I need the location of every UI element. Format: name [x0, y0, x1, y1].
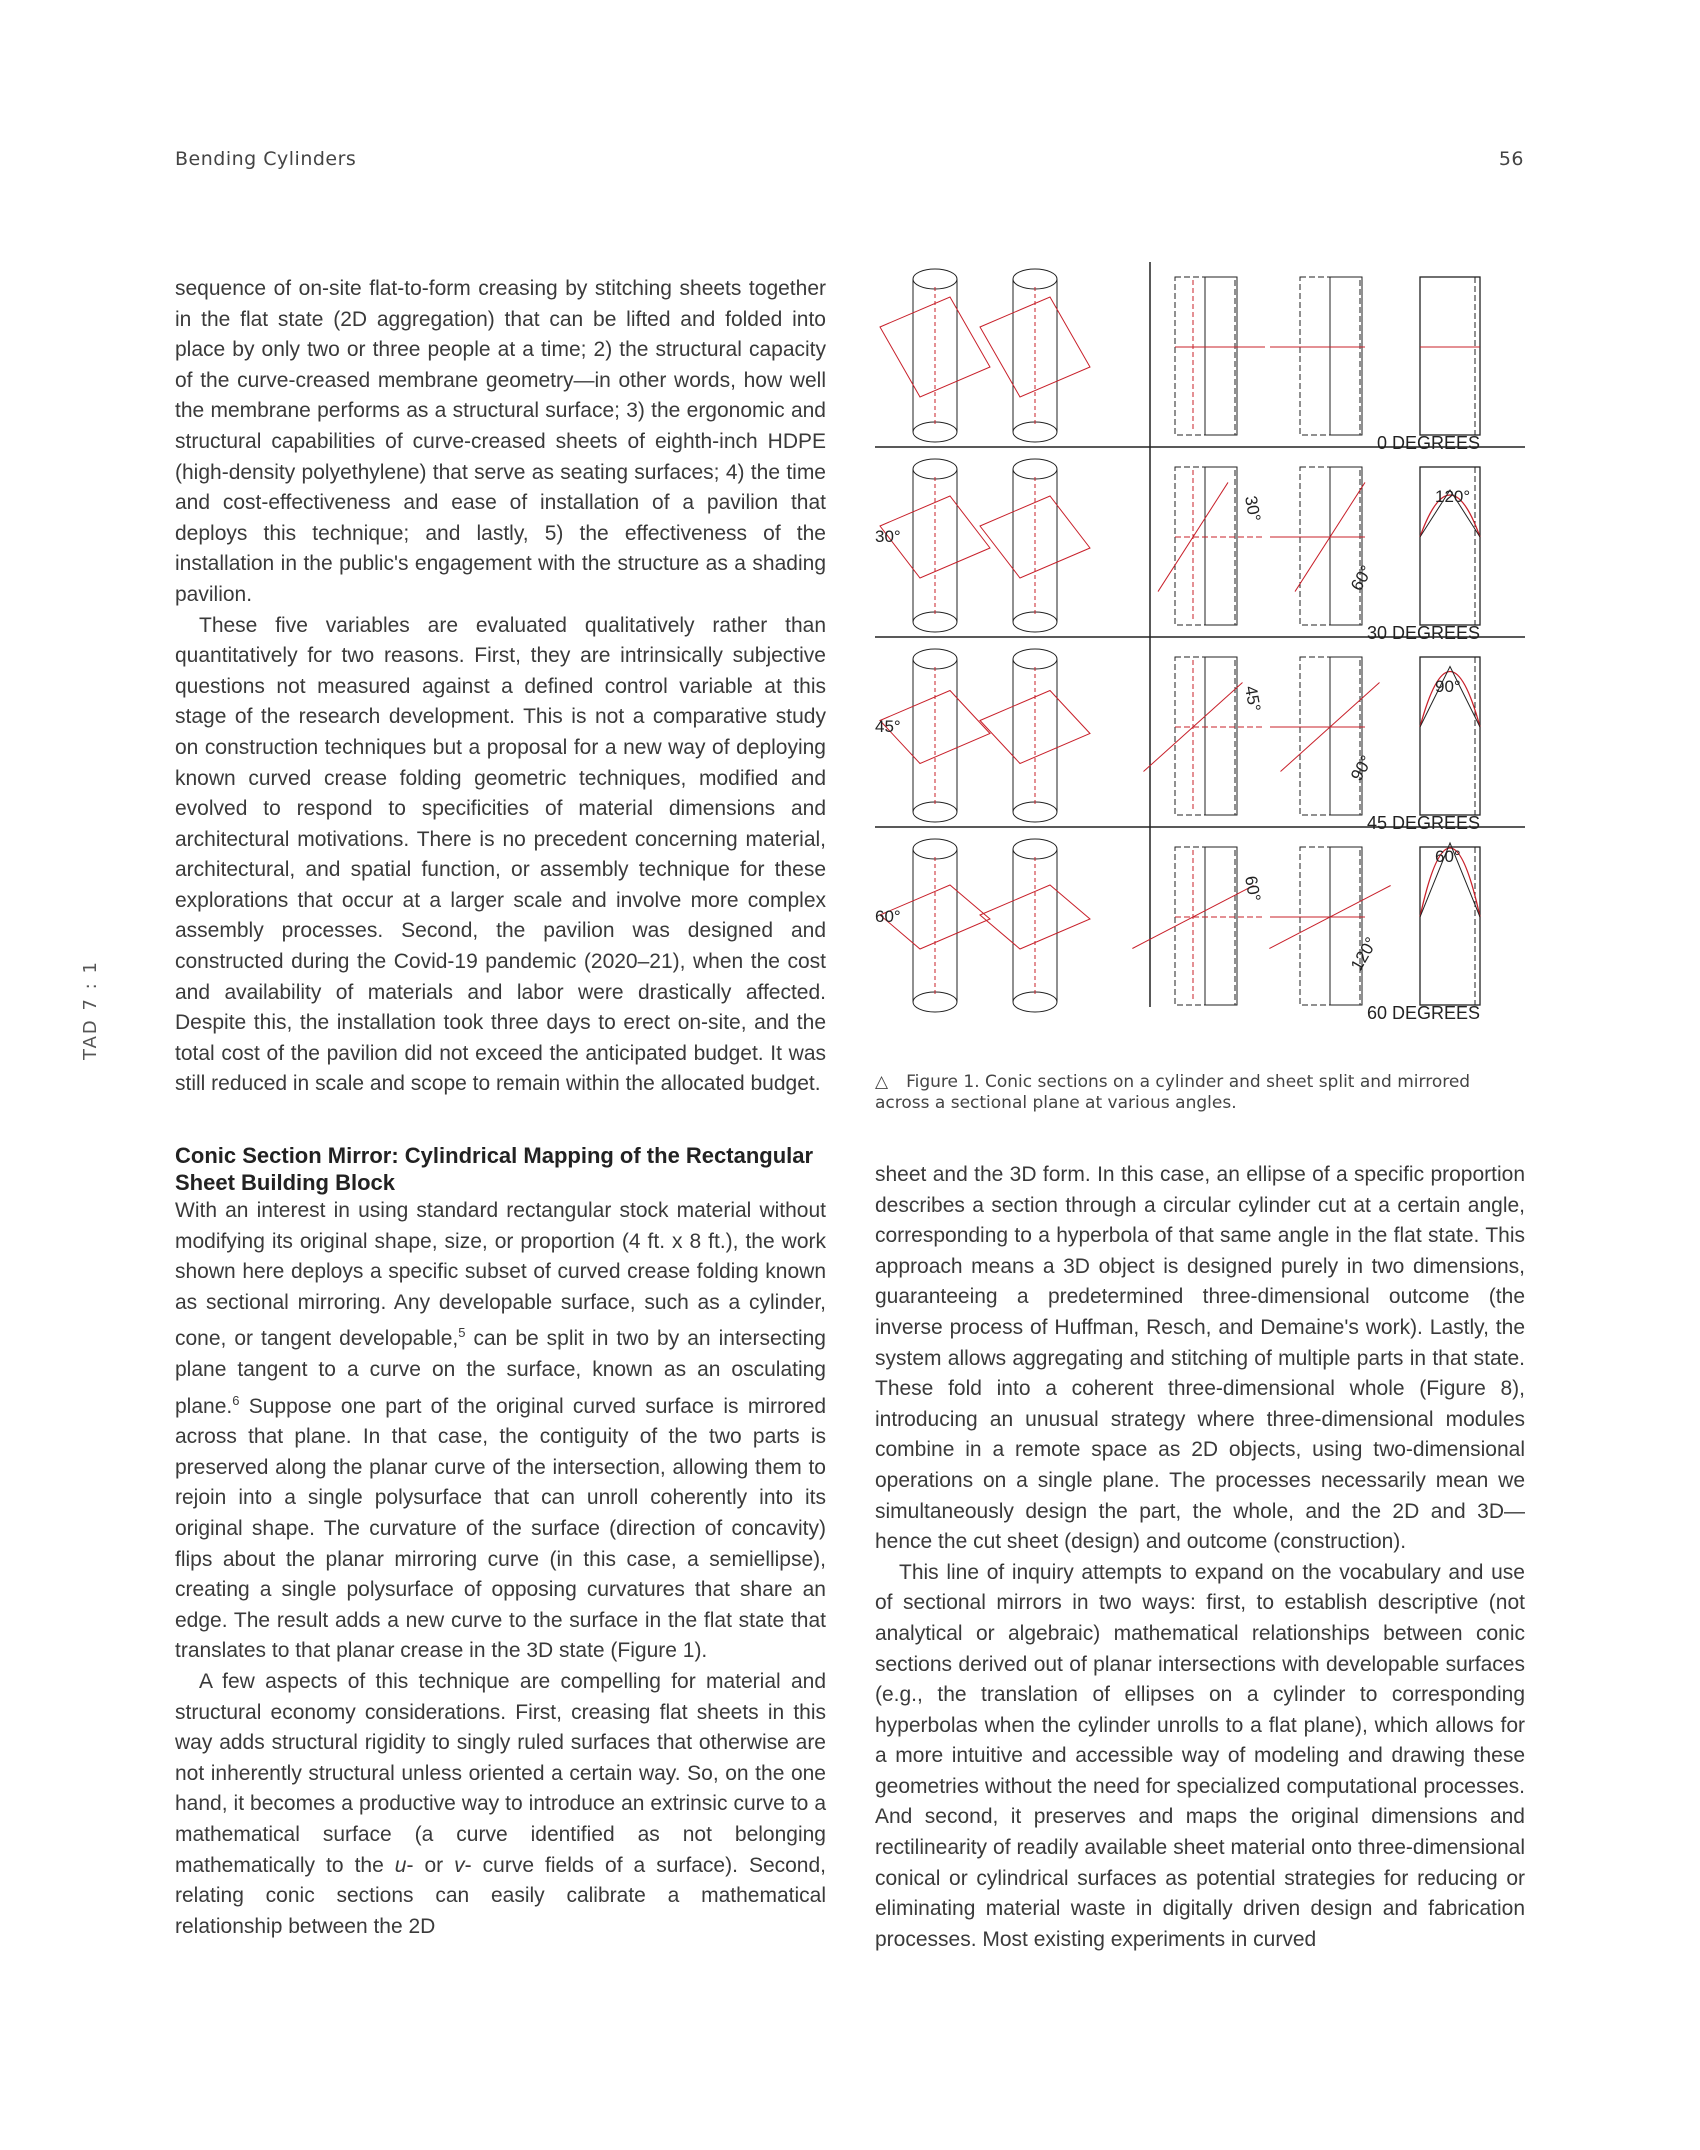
- angle-label: 60°: [875, 907, 901, 926]
- angle-label: 30°: [1241, 494, 1265, 524]
- angle-label: 90°: [1347, 752, 1377, 784]
- cylinder-top: [1013, 839, 1057, 859]
- cylinder-bottom: [1013, 612, 1057, 632]
- text: - or: [406, 1853, 455, 1877]
- paragraph: These five variables are evaluated qualitatively rather than quantitatively for two reasons. First, they are intrinsically subjective questions not measured against a defined control variable at this stage of the research development. This is not a comparative study on construction techniques but a proposal for a new way of deploying known curved crease folding geometric techniques, modified and evolved to respond to specificities of material dimensions and architectural motivations. There is no precedent concerning material, architectural, and spatial function, or assembly technique for these explorations that occur at a larger scale and involve more complex assembly processes. Second, the pavilion was designed and constructed during the Covid-19 pandemic (2020–21), when the cost and availability of materials and labor were drastically affected. Despite this, the installation took three days to erect on-site, and the total cost of the pavilion did not exceed the anticipated budget. It was still reduced in scale and scope to remain within the allocated budget.: [175, 613, 826, 1096]
- conic-section-diagram: [875, 262, 1525, 1042]
- paragraph: [175, 1196, 826, 1667]
- angle-label: 30°: [875, 527, 901, 546]
- apex-angle-label: 120°: [1435, 487, 1471, 506]
- paragraph: [175, 1667, 826, 1942]
- figure-1: [875, 262, 1525, 1042]
- angle-label: 60°: [1347, 562, 1377, 594]
- cylinder-bottom: [913, 422, 957, 442]
- text: u: [394, 1853, 407, 1877]
- unrolled-sheet: [1420, 847, 1480, 1005]
- cylinder-top: [913, 269, 957, 289]
- angle-label: 60°: [1241, 874, 1265, 904]
- angle-label: 45°: [1241, 684, 1265, 714]
- cylinder-bottom: [913, 612, 957, 632]
- cylinder-bottom: [1013, 802, 1057, 822]
- cylinder-bottom: [1013, 992, 1057, 1012]
- cylinder-top: [1013, 649, 1057, 669]
- caption-text: Figure 1. Conic sections on a cylinder and sheet split and mirrored across a sectional plane at various angles.: [875, 1072, 1471, 1113]
- triangle-icon: △: [875, 1072, 889, 1092]
- text: v: [454, 1853, 465, 1877]
- page-number: 56: [1498, 148, 1524, 170]
- figure-row: [880, 269, 1480, 453]
- row-label: 30 DEGREES: [1366, 623, 1480, 643]
- paragraph: sequence of on-site flat-to-form creasing by stitching sheets together in the flat state (2D aggregation) that can be lifted and folded into place by only two or three people at a time; 2) the structural capacity of the curve-creased membrane geometry—in other words, how well the membrane performs as a structural surface; 3) the ergonomic and structural capabilities of curve-creased sheets of eighth-inch HDPE (high-density polyethylene) that serve as seating surfaces; 4) the time and cost-effectiveness and ease of installation of a pavilion that deploys this technique; and lastly, 5) the effectiveness of the installation in the public's engagement with the structure as a shading pavilion.: [175, 277, 826, 606]
- section-heading: Conic Section Mirror: Cylindrical Mapping of the Rectangular Sheet Building Block: [175, 1143, 814, 1196]
- right-column: [875, 1160, 1525, 1955]
- figure-caption: [875, 1072, 1525, 1114]
- unrolled-sheet: [1420, 277, 1480, 435]
- cylinder-bottom: [913, 802, 957, 822]
- text: Suppose one part of the original curved surface is mirrored across that plane. In that case, the contiguity of the two parts is preserved along the planar curve of the intersection, allowing them to rejoin into a single polysurface that can unroll coherently into its original shape. The curvature of the surface (direction of concavity) flips about the planar mirroring curve (in this case, a semiellipse), creating a single polysurface of opposing curvatures that share an edge. The result adds a new curve to the surface in the flat state that translates to that planar crease in the 3D state (Figure 1).: [175, 1394, 826, 1663]
- cylinder-top: [913, 839, 957, 859]
- left-column: [175, 274, 826, 1942]
- footnote-ref[interactable]: 5: [458, 1325, 466, 1341]
- angle-label: 120°: [1347, 934, 1382, 974]
- journal-issue-label: TAD 7 : 1: [80, 960, 101, 1060]
- sheet-strip: [1205, 657, 1237, 815]
- paragraph: sheet and the 3D form. In this case, an ellipse of a specific proportion describes a section through a circular cylinder cut at a certain angle, corresponding to a hyperbola of that same angle in the flat state. This approach means a 3D object is designed purely in two dimensions, guaranteeing a predetermined three-dimensional outcome (the inverse process of Huffman, Resch, and Demaine's work). Lastly, the system allows aggregating and stitching of multiple parts in that state. These fold into a coherent three-dimensional whole (Figure 8), introducing an unusual strategy where three-dimensional modules combine in a remote space as 2D objects, using two-dimensional operations on a single plane. The processes necessarily mean we simultaneously design the part, the whole, and the 2D and 3D—hence the cut sheet (design) and outcome (construction).: [875, 1163, 1525, 1554]
- sheet-strip: [1205, 277, 1237, 435]
- cylinder-bottom: [913, 992, 957, 1012]
- text: A few aspects of this technique are compelling for material and structural economy considerations. First, creasing flat sheets in this way adds structural rigidity to singly ruled surfaces that otherwise are not inherently structural unless oriented a certain way. So, on the one hand, it becomes a productive way to introduce an extrinsic curve to a mathematical surface (a curve identified as not belonging mathematically to the: [175, 1669, 826, 1877]
- figure-row: [875, 827, 1525, 1023]
- footnote-ref[interactable]: 6: [232, 1392, 240, 1408]
- text: With an interest in using standard rectangular stock material without modifying its original shape, size, or proportion (4 ft. x 8 ft.), the work shown here deploys a specific subset of curved crease folding known as sectional mirroring. Any developable surface, such as a cylinder, cone, or tangent developable,: [175, 1199, 826, 1351]
- angle-label: 45°: [875, 717, 901, 736]
- cylinder-bottom: [1013, 422, 1057, 442]
- sheet-strip: [1330, 847, 1362, 1005]
- apex-angle-label: 90°: [1435, 677, 1461, 696]
- cylinder-top: [913, 649, 957, 669]
- apex-angle-label: 60°: [1435, 847, 1461, 866]
- sheet-strip: [1330, 467, 1362, 625]
- row-label: 0 DEGREES: [1376, 433, 1480, 453]
- cylinder-top: [1013, 269, 1057, 289]
- text: can be split in two by an intersecting plane tangent to a curve on the surface, known as an osculating plane.: [175, 1327, 826, 1418]
- sheet-strip: [1205, 467, 1237, 625]
- running-title: Bending Cylinders: [175, 148, 357, 170]
- figure-row: [875, 447, 1525, 643]
- sheet-strip: [1330, 277, 1362, 435]
- row-label: 45 DEGREES: [1366, 813, 1480, 833]
- figure-row: [875, 637, 1525, 833]
- text: - curve fields of a surface). Second, relating conic sections can easily calibrate a mathematical relationship between the 2D: [175, 1853, 826, 1938]
- sheet-strip: [1205, 847, 1237, 1005]
- row-label: 60 DEGREES: [1366, 1003, 1480, 1023]
- paragraph: This line of inquiry attempts to expand on the vocabulary and use of sectional mirrors in two ways: first, to establish descriptive (not analytical or algebraic) mathematical relationships between conic sections derived out of planar intersections with developable surfaces (e.g., the translation of ellipses on a cylinder to corresponding hyperbolas when the cylinder unrolls to a flat plane), which allows for a more intuitive and accessible way of modeling and drawing these geometries without the need for specialized computational processes. And second, it preserves and maps the original dimensions and rectilinearity of readily available sheet material onto three-dimensional conical or cylindrical surfaces as potential strategies for reducing or eliminating material waste in digitally driven design and fabrication processes. Most existing experiments in curved: [875, 1560, 1525, 1951]
- asymptote-lines: [1420, 667, 1480, 728]
- sheet-strip: [1330, 657, 1362, 815]
- cylinder-top: [1013, 459, 1057, 479]
- cylinder-top: [913, 459, 957, 479]
